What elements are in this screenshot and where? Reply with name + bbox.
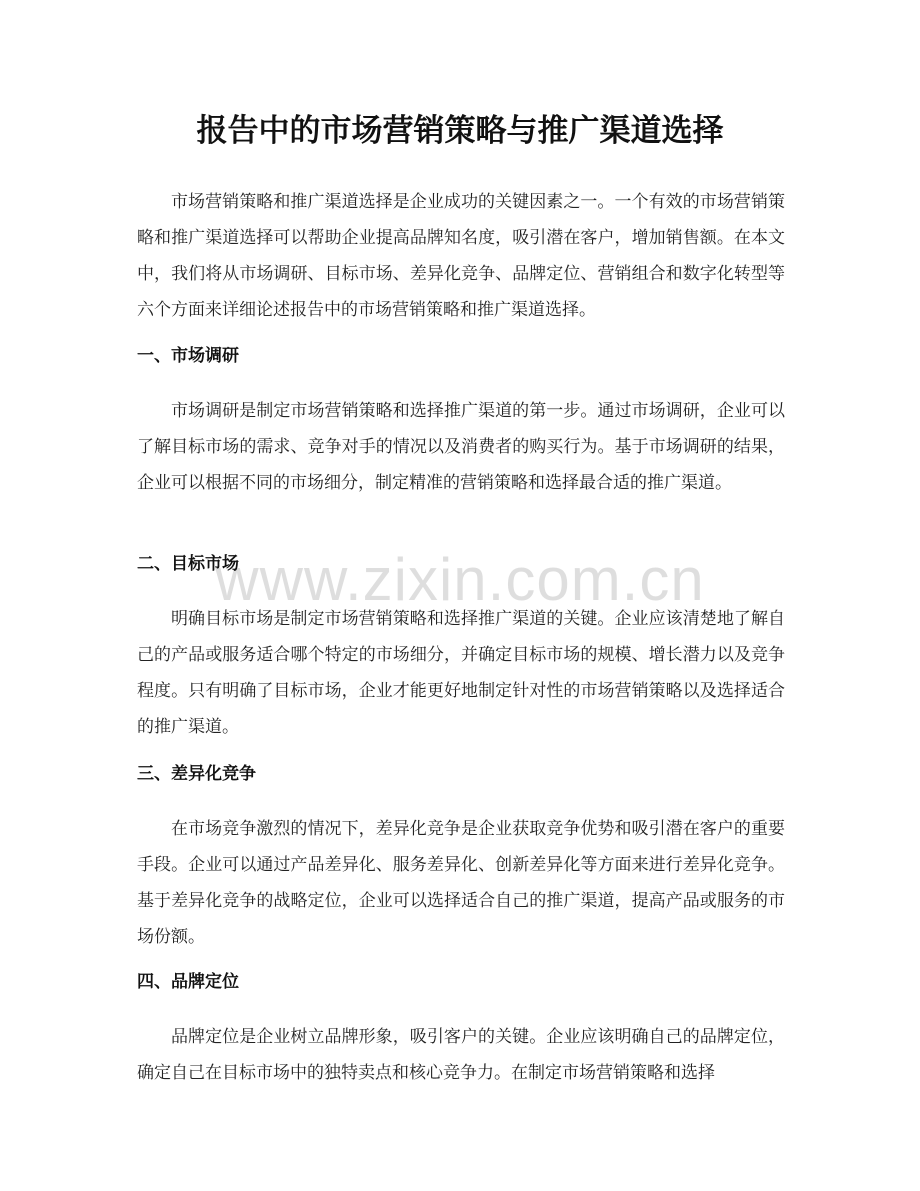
section-heading-1: 一、市场调研 (137, 346, 239, 366)
document-title: 报告中的市场营销策略与推广渠道选择 (196, 113, 724, 149)
section-heading-4: 四、品牌定位 (137, 972, 239, 992)
watermark: www.zixin.com.cn (215, 546, 705, 613)
intro-paragraph: 市场营销策略和推广渠道选择是企业成功的关键因素之一。一个有效的市场营销策略和推广渠道选择可以帮助企业提高品牌知名度，吸引潜在客户，增加销售额。在本文中，我们将从市场调研、目标市场、差异化竞争、品牌定位、营销组合和数字化转型等六个方面来详细论述报告中的市场营销策略和推广渠道选择。 (137, 192, 785, 320)
section-body-4: 品牌定位是企业树立品牌形象，吸引客户的关键。企业应该明确自己的品牌定位，确定自己在目标市场中的独特卖点和核心竞争力。在制定市场营销策略和选择 (137, 1027, 785, 1083)
section-body-1: 市场调研是制定市场营销策略和选择推广渠道的第一步。通过市场调研，企业可以了解目标市场的需求、竞争对手的情况以及消费者的购买行为。基于市场调研的结果，企业可以根据不同的市场细分，制定精准的营销策略和选择最合适的推广渠道。 (137, 401, 785, 493)
section-body-3: 在市场竞争激烈的情况下，差异化竞争是企业获取竞争优势和吸引潜在客户的重要手段。企业可以通过产品差异化、服务差异化、创新差异化等方面来进行差异化竞争。基于差异化竞争的战略定位，企业可以选择适合自己的推广渠道，提高产品或服务的市场份额。 (137, 819, 785, 947)
section-body-2: 明确目标市场是制定市场营销策略和选择推广渠道的关键。企业应该清楚地了解自己的产品或服务适合哪个特定的市场细分，并确定目标市场的规模、增长潜力以及竞争程度。只有明确了目标市场，企业才能更好地制定针对性的市场营销策略以及选择适合的推广渠道。 (137, 609, 785, 737)
section-heading-2: 二、目标市场 (137, 554, 239, 574)
section-heading-3: 三、差异化竞争 (137, 764, 256, 784)
